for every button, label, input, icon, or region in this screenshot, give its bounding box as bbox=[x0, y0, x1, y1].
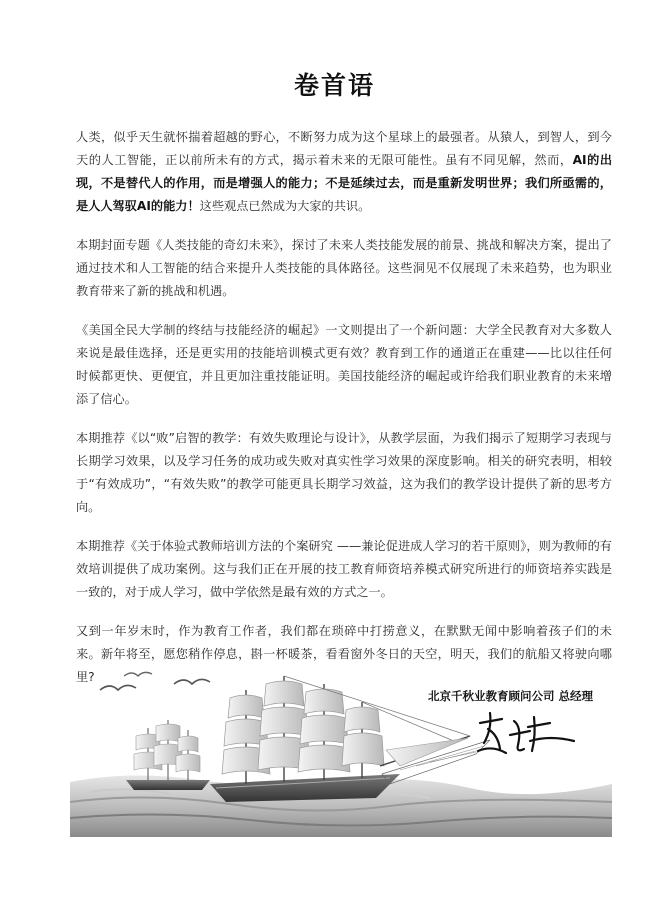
handwritten-signature-icon bbox=[470, 705, 580, 765]
paragraph-1-tail: 这些观点已然成为大家的共识。 bbox=[199, 199, 371, 213]
article-body bbox=[76, 126, 612, 705]
paragraph-2: 本期封面专题《人类技能的奇幻未来》，探讨了未来人类技能发展的前景、挑战和解决方案，提出了通过技术和人工智能的结合来提升人类技能的具体路径。这些洞见不仅展现了未来趋势，也为职业教育带来了新的挑战和机遇。 bbox=[76, 238, 612, 298]
page-title: 卷首语 bbox=[293, 71, 375, 100]
signature-company: 北京千秋业教育顾问公司 总经理 bbox=[428, 689, 594, 703]
paragraph-1 bbox=[76, 126, 612, 218]
paragraph-6: 又到一年岁末时，作为教育工作者，我们都在琐碎中打捞意义，在默默无闻中影响着孩子们的未来。新年将至，愿您稍作停息，斟一杯暖茶，看看窗外冬日的天空，明天，我们的航船又将驶向哪里? bbox=[76, 624, 612, 684]
paragraph-1-text: 人类，似乎天生就怀揣着超越的野心，不断努力成为这个星球上的最强者。从猿人，到智人，到今天的人工智能，正以前所未有的方式，揭示着未来的无限可能性。虽有不同见解，然而， bbox=[76, 130, 612, 167]
paragraph-4: 本期推荐《以“败”启智的教学：有效失败理论与设计》，从教学层面，为我们揭示了短期学习表现与长期学习效果，以及学习任务的成功或失败对真实性学习效果的深度影响。相关的研究表明，相较于“有效成功”，“有效失败”的教学可能更具长期学习效益，这为我们的教学设计提供了新的思考方向。 bbox=[76, 431, 612, 514]
paragraph-3: 《美国全民大学制的终结与技能经济的崛起》一文则提出了一个新问题：大学全民教育对大多数人来说是最佳选择，还是更实用的技能培训模式更有效？教育到工作的通道正在重建——比以往任何时候都更快、更便宜，并且更加注重技能证明。美国技能经济的崛起或许给我们职业教育的未来增添了信心。 bbox=[76, 323, 612, 406]
paragraph-5: 本期推荐《关于体验式教师培训方法的个案研究 ——兼论促进成人学习的若干原则》，则为教师的有效培训提供了成功案例。这与我们正在开展的技工教育师资培养模式研究所进行的师资培养实践是一致的，对于成人学习，做中学依然是最有效的方式之一。 bbox=[76, 539, 612, 599]
paragraph-1-bold: AI的出现，不是替代人的作用，而是增强人的能力；不是延续过去，而是重新发明世界；我们所亟需的，是人人驾驭AI的能力！ bbox=[76, 153, 613, 213]
